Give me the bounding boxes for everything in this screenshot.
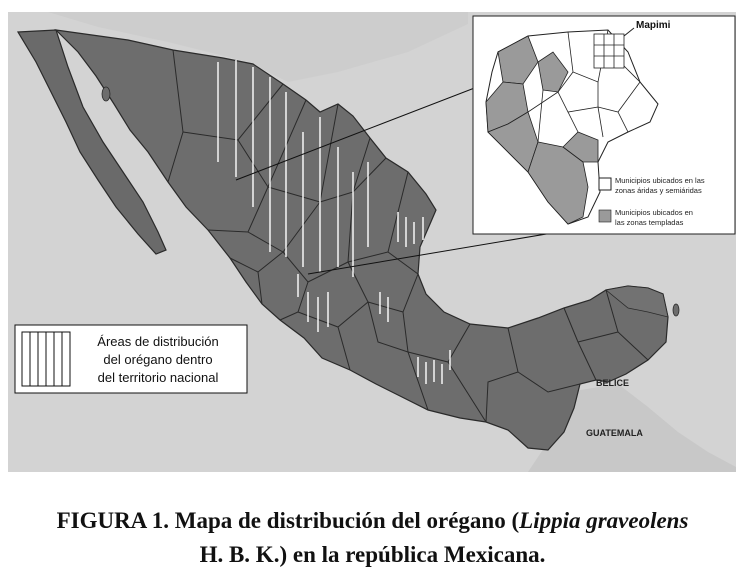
island-tiburon (102, 87, 110, 101)
legend-line2: del orégano dentro (103, 352, 213, 367)
inset-legend-temperate-line2: las zonas templadas (615, 218, 684, 227)
caption-line1 (0, 504, 745, 538)
caption-species: Lippia graveolens (519, 508, 689, 533)
inset-legend-swatch-temperate (599, 210, 611, 222)
inset-map (473, 16, 735, 234)
figure-caption (0, 504, 745, 572)
legend-line1: Áreas de distribución (97, 334, 219, 349)
label-guatemala: GUATEMALA (586, 428, 643, 438)
inset-legend-arid-line2: zonas áridas y semiáridas (615, 186, 702, 195)
inset-legend-swatch-arid (599, 178, 611, 190)
inset-mapimi-grid (594, 34, 624, 68)
caption-line2: H. B. K.) en la república Mexicana. (199, 542, 546, 567)
caption-label: FIGURA 1. (56, 508, 170, 533)
inset-legend-temperate-line1: Municipios ubicados en (615, 208, 693, 217)
island-cozumel (673, 304, 679, 316)
legend-line3: del territorio nacional (97, 370, 219, 385)
map-figure (8, 12, 736, 472)
inset-legend-arid-line1: Municipios ubicados en las (615, 176, 705, 185)
label-belice: BELICE (596, 378, 630, 388)
inset-title: Mapimi (636, 20, 671, 31)
distribution-legend (15, 325, 247, 393)
caption-text: Mapa de distribución del orégano ( (169, 508, 520, 533)
